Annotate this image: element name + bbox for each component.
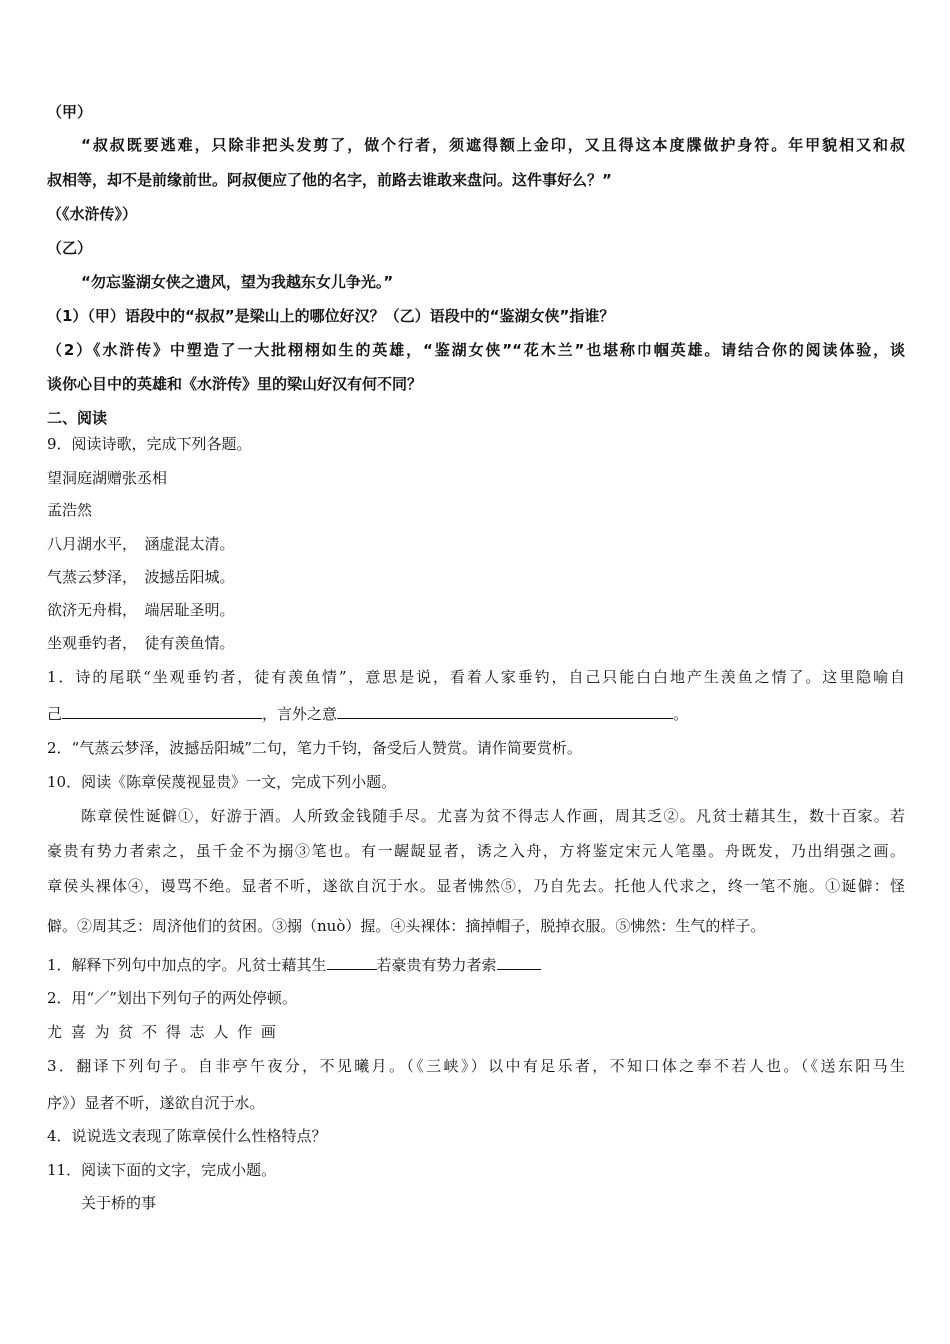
passage-line: 章侯头裸体④，谩骂不绝。显者不听，遂欲自沉于水。显者怫然⑤，乃自先去。托他人代求之，终一笔不施。①诞僻：怪 <box>47 877 905 895</box>
part-a-source: （《水浒传》） <box>47 205 138 223</box>
text: 。 <box>673 705 689 723</box>
part-b-quote: “勿忘鉴湖女侠之遗风，望为我越东女儿争光。” <box>81 273 394 291</box>
poem-title: 望洞庭湖赠张丞相 <box>47 469 168 487</box>
passage-line: 陈章侯性诞僻①，好游于酒。人所致金钱随手尽。尤喜为贫不得志人作画，周其乏②。凡贫士藉其生，数十百家。若 <box>81 807 905 825</box>
answer-blank[interactable] <box>327 955 377 970</box>
question-1: （1）（甲）语段中的“叔叔”是梁山上的哪位好汉？（乙）语段中的“鉴湖女侠”指谁？ <box>47 307 615 325</box>
q10-sentence: 尤 喜 为 贫 不 得 志 人 作 画 <box>47 1023 278 1041</box>
part-a-label: （甲） <box>47 103 93 121</box>
answer-blank[interactable] <box>497 955 541 970</box>
passage-line: 僻。②周其乏：周济他们的贫困。③搦（nuò）握。④头裸体：摘掉帽子，脱掉衣服。⑤怫然：生气的样子。 <box>47 917 766 935</box>
poem-line: 八月湖水平， 涵虚混太清。 <box>47 535 235 553</box>
text: 己 <box>47 705 63 723</box>
q10-sub3-line1: 3．翻译下列句子。自非亭午夜分，不见曦月。（《三峡》）以中有足乐者，不知口体之奉不若人也。（《送东阳马生 <box>47 1057 905 1075</box>
q11-title: 关于桥的事 <box>81 1194 157 1212</box>
q9-sub1-line1: 1．诗的尾联“坐观垂钓者，徒有羡鱼情”，意思是说，看着人家垂钓，自己只能白白地产生羡鱼之情了。这里隐喻自 <box>47 668 905 686</box>
q10-intro: 10．阅读《陈章侯蔑视显贵》一文，完成下列小题。 <box>47 773 397 791</box>
q10-sub4: 4．说说选文表现了陈章侯什么性格特点？ <box>47 1127 327 1145</box>
q11-intro: 11．阅读下面的文字，完成小题。 <box>47 1161 277 1179</box>
text: ，言外之意 <box>262 705 338 723</box>
q9-sub1-line2 <box>47 704 688 724</box>
text: 若豪贵有势力者索 <box>376 956 497 974</box>
answer-blank[interactable] <box>62 704 262 719</box>
poem-line: 坐观垂钓者， 徒有羡鱼情。 <box>47 634 235 652</box>
poem-author: 孟浩然 <box>47 501 93 519</box>
poem-line: 气蒸云梦泽， 波撼岳阳城。 <box>47 568 235 586</box>
q10-sub2: 2．用“／”划出下列句子的两处停顿。 <box>47 989 297 1007</box>
passage-line: 豪贵有势力者索之，虽千金不为搦③笔也。有一龌龊显者，诱之入舟，方将鉴定宋元人笔墨。舟既发，乃出绢强之画。 <box>47 842 905 860</box>
text: 1．解释下列句中加点的字。凡贫士藉其生 <box>47 956 327 974</box>
question-2-line2: 谈你心目中的英雄和《水浒传》里的梁山好汉有何不同？ <box>47 375 423 393</box>
part-a-quote-line2: 叔相等，却不是前缘前世。阿叔便应了他的名字，前路去谁敢来盘问。这件事好么？” <box>47 171 612 189</box>
q10-sub3-line2: 序》）显者不听，遂欲自沉于水。 <box>47 1094 265 1112</box>
question-2-line1: （2）《水浒传》中塑造了一大批栩栩如生的英雄，“鉴湖女侠”“花木兰”也堪称巾帼英雄。请结合你的阅读体验，谈 <box>47 341 905 359</box>
section-heading: 二、阅读 <box>47 409 108 427</box>
q10-sub1 <box>47 955 541 975</box>
q9-intro: 9．阅读诗歌，完成下列各题。 <box>47 435 252 453</box>
answer-blank[interactable] <box>337 704 673 719</box>
part-b-label: （乙） <box>47 239 93 257</box>
part-a-quote-line1: “叔叔既要逃难，只除非把头发剪了，做个行者，须遮得额上金印，又且得这本度牒做护身符。年甲貌相又和叔 <box>81 136 905 154</box>
poem-line: 欲济无舟楫， 端居耻圣明。 <box>47 601 235 619</box>
q9-sub2: 2．“气蒸云梦泽，波撼岳阳城”二句，笔力千钧，备受后人赞赏。请作简要赏析。 <box>47 739 582 757</box>
